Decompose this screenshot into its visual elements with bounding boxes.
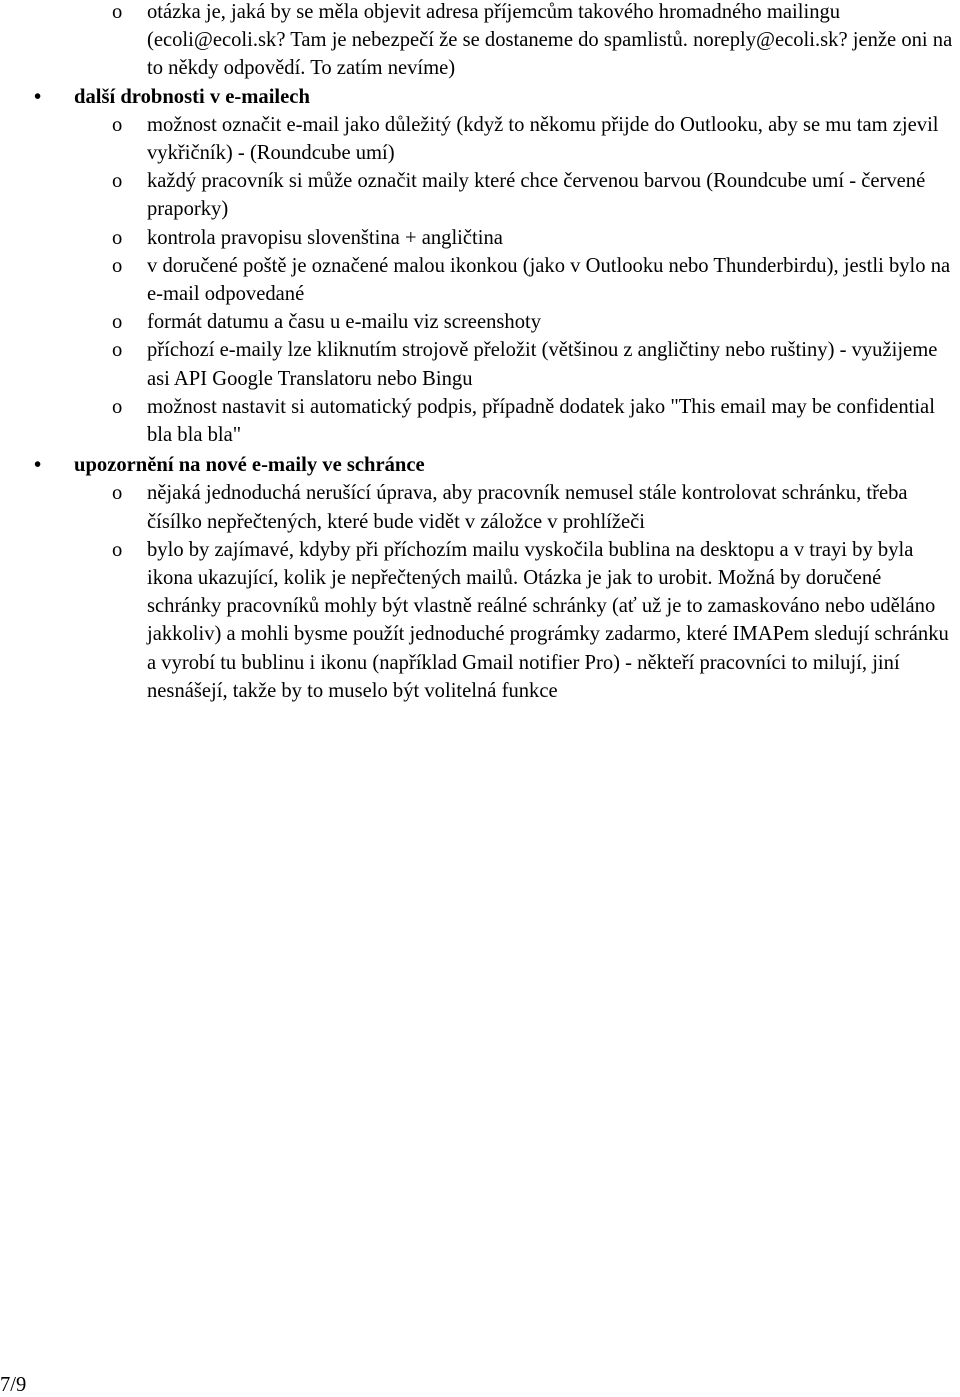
list-item-text: bylo by zajímavé, kdyby při příchozím mailu vyskočila bublina na desktopu a v trayi by byla ikona ukazující, kolik je nepřečtených mailů. Otázka je jak to urobit. Možná by doručené schránky pracovníků mohly být vlastně reálné schránky (ať už je to zamaskováno nebo uděláno jakkoliv) a mohli bysme použít jednoduché prográmky zadarmo, které IMAPem sledují schránku a vyrobí tu bublinu i ikonu (například Gmail notifier Pro) - někteří pracovníci to milují, jiní nesnášejí, takže by to muselo být volitelná funkce: [147, 538, 949, 702]
section-upozorneni: [0, 451, 960, 479]
list-item: [0, 308, 960, 336]
sub-bullet-marker: o: [112, 482, 123, 505]
bullet-marker: •: [34, 454, 42, 477]
list-item: [0, 536, 960, 705]
list-item: [0, 252, 960, 308]
sub-bullet-marker: o: [112, 1, 123, 23]
list-item-text: možnost označit e-mail jako důležitý (když to někomu přijde do Outlooku, aby se mu tam zjevil vykřičník) - (Roundcube umí): [147, 113, 939, 165]
list-item: [0, 336, 960, 392]
sub-bullet-marker: o: [112, 113, 123, 136]
list-item-text: otázka je, jaká by se měla objevit adresa příjemcům takového hromadného mailingu (ecoli@ecoli.sk? Tam je nebezpečí že se dostaneme do spamlistů. noreply@ecoli.sk? jenže oni na to někdy odpovědí. To zatím nevíme): [147, 1, 953, 80]
list-item-text: každý pracovník si může označit maily které chce červenou barvou (Roundcube umí - červené praporky): [147, 170, 926, 221]
sub-bullet-marker: o: [112, 311, 123, 334]
bullet-marker: •: [34, 85, 42, 108]
section-title: upozornění na nové e-maily ve schránce: [74, 454, 425, 477]
sub-bullet-marker: o: [112, 538, 123, 561]
sub-bullet-marker: o: [112, 170, 123, 193]
page-number: 7/9: [0, 1374, 27, 1396]
list-item: [0, 393, 960, 449]
section-dalsi-drobnosti: [0, 83, 960, 111]
list-item-text: kontrola pravopisu slovenština + angličtina: [147, 226, 503, 249]
list-item-text: formát datumu a času u e-mailu viz screenshoty: [147, 311, 542, 334]
list-item: [0, 224, 960, 252]
list-item-text: v doručené poště je označené malou ikonkou (jako v Outlooku nebo Thunderbirdu), jestli bylo na e-mail odpovedané: [147, 254, 951, 306]
list-item-text: nějaká jednoduchá nerušící úprava, aby pracovník nemusel stále kontrolovat schránku, třeba čísílko nepřečtených, které bude vidět v záložce v prohlížeči: [147, 482, 908, 533]
sub-bullet-marker: o: [112, 254, 123, 277]
section-title: další drobnosti v e-mailech: [74, 85, 310, 108]
list-item: [0, 167, 960, 223]
list-item: [0, 0, 960, 83]
sub-bullet-marker: o: [112, 339, 123, 362]
list-item-text: možnost nastavit si automatický podpis, případně dodatek jako "This email may be confidential bla bla bla": [147, 395, 935, 447]
list-item-text: příchozí e-maily lze kliknutím strojově přeložit (většinou z angličtiny nebo ruštiny) - využijeme asi API Google Translatoru nebo Bingu: [147, 339, 938, 390]
list-item: [0, 111, 960, 167]
list-item: [0, 479, 960, 535]
sub-bullet-marker: o: [112, 226, 123, 249]
sub-bullet-marker: o: [112, 395, 123, 418]
